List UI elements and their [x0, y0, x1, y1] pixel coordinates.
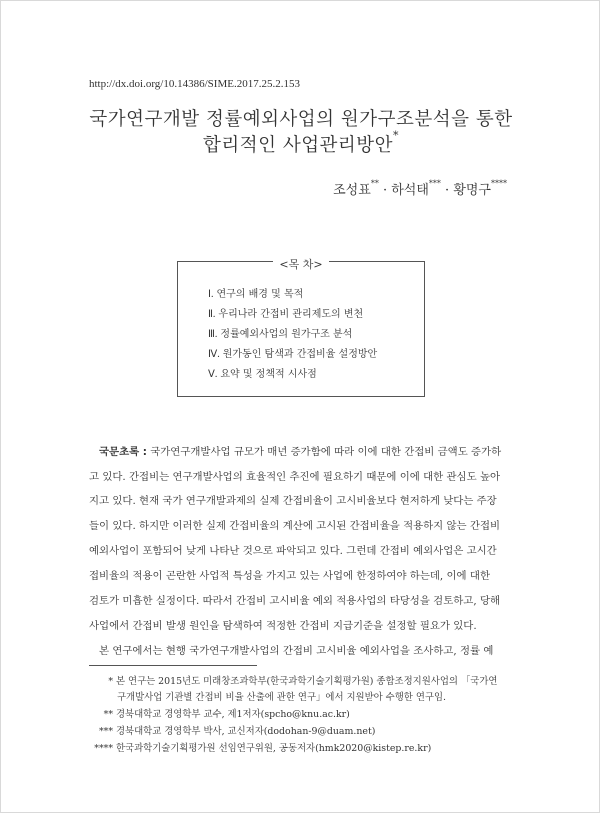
footnote-mark: ****	[94, 743, 113, 754]
doi-link[interactable]: http://dx.doi.org/10.14386/SIME.2017.25.2.153	[89, 78, 300, 90]
toc-item-number: Ⅲ.	[208, 329, 218, 340]
abstract-text: 국가연구개발사업 규모가 매년 증가함에 따라 이에 대한 간접비 금액도 증가하	[150, 446, 502, 458]
abstract-line: 본 연구에서는 현행 국가연구개발사업의 간접비 고시비율 예외사업을 조사하고, 정률 예	[99, 645, 494, 657]
toc-item	[208, 345, 377, 365]
toc-item-text: 요약 및 정책적 시사점	[220, 369, 317, 380]
footnote-continuation: 구개발사업 기관별 간접비 비율 산출에 관한 연구」에서 지원받아 수행한 연구임.	[117, 692, 446, 703]
toc-heading-wrap	[178, 253, 424, 272]
title-line-2	[61, 131, 541, 157]
toc-item	[208, 325, 377, 345]
toc-item-number: Ⅴ.	[208, 369, 218, 380]
toc-item-number: Ⅰ.	[208, 289, 214, 300]
abstract-line: 예외사업이 포함되어 낮게 나타난 것으로 파악되고 있다. 그런데 간접비 예외사업은 고시간	[89, 545, 497, 557]
title-text-2: 합리적인 사업관리방안	[202, 135, 394, 156]
footnote-divider	[89, 665, 257, 666]
author-3-mark: ****	[491, 179, 507, 188]
author-2: 하석태	[391, 183, 429, 198]
footnote	[87, 743, 431, 755]
footnote-mark: ***	[98, 726, 113, 737]
footnote-text: 경북대학교 경영학부 교수, 제1저자(spcho@knu.ac.kr)	[115, 709, 350, 720]
toc-item-text: 우리나라 간접비 관리제도의 변천	[218, 309, 364, 320]
abstract-line: 접비율의 적용이 곤란한 사업적 특성을 가지고 있는 사업에 한정하여야 하는데, 이에 대한	[89, 570, 490, 582]
footnote-mark: *	[108, 676, 113, 687]
abstract-line: 들이 있다. 하지만 이러한 실제 간접비율의 계산에 고시된 간접비율을 적용하지 않는 간접비	[89, 520, 501, 532]
footnote-text: 경북대학교 경영학부 박사, 교신저자(dodohan-9@duam.net)	[115, 726, 376, 737]
toc-list	[208, 285, 377, 385]
abstract-line: 검토가 미흡한 실정이다. 따라서 간접비 고시비율 예외 적용사업의 타당성을 검토하고, 당해	[89, 595, 501, 607]
title-line-1	[61, 105, 541, 131]
abstract-line: 지고 있다. 현재 국가 연구개발과제의 실제 간접비율이 고시비율보다 현저하게 낮다는 주장	[89, 495, 497, 507]
author-3: 황명구	[453, 183, 491, 198]
toc-item	[208, 285, 377, 305]
footnote-mark: **	[103, 709, 113, 720]
toc-item-text: 정률예외사업의 원가구조 분석	[220, 329, 353, 340]
footnote-text: 한국과학기술기획평가원 선임연구위원, 공동저자(hmk2020@kistep.re.kr)	[115, 743, 432, 754]
toc-item	[208, 305, 377, 325]
author-1-mark: **	[370, 179, 379, 188]
abstract-line: 사업에서 간접비 발생 원인을 탐색하여 적정한 간접비 지급기준을 설정할 필요가 있다.	[89, 620, 477, 632]
footnote	[99, 709, 350, 721]
author-2-mark: ***	[428, 179, 441, 188]
footnote	[99, 676, 497, 688]
abstract-label: 국문초록 :	[99, 446, 147, 458]
author-separator: ·	[440, 183, 454, 198]
author-separator: ·	[378, 183, 392, 198]
title-text-1: 국가연구개발 정률예외사업의 원가구조분석을 통한	[89, 109, 513, 130]
toc-heading: <목 차>	[273, 258, 328, 271]
toc-item	[208, 365, 377, 385]
abstract-line	[99, 445, 529, 459]
toc-item-text: 연구의 배경 및 목적	[216, 289, 304, 300]
toc-item-number: Ⅳ.	[208, 349, 220, 360]
toc-item-number: Ⅱ.	[208, 309, 216, 320]
toc-item-text: 원가동인 탐색과 간접비율 설정방안	[222, 349, 378, 360]
author-1: 조성표	[333, 183, 371, 198]
footnote	[89, 726, 375, 738]
author-list	[333, 179, 507, 198]
title-footnote-mark: *	[393, 129, 400, 142]
abstract-line: 고 있다. 간접비는 연구개발사업의 효율적인 추진에 필요하기 때문에 이에 대한 관심도 높아	[89, 471, 501, 483]
table-of-contents	[177, 258, 425, 397]
footnote-text: 본 연구는 2015년도 미래창조과학부(한국과학기술기획평가원) 종합조정지원사업의 「국가연	[115, 676, 498, 687]
